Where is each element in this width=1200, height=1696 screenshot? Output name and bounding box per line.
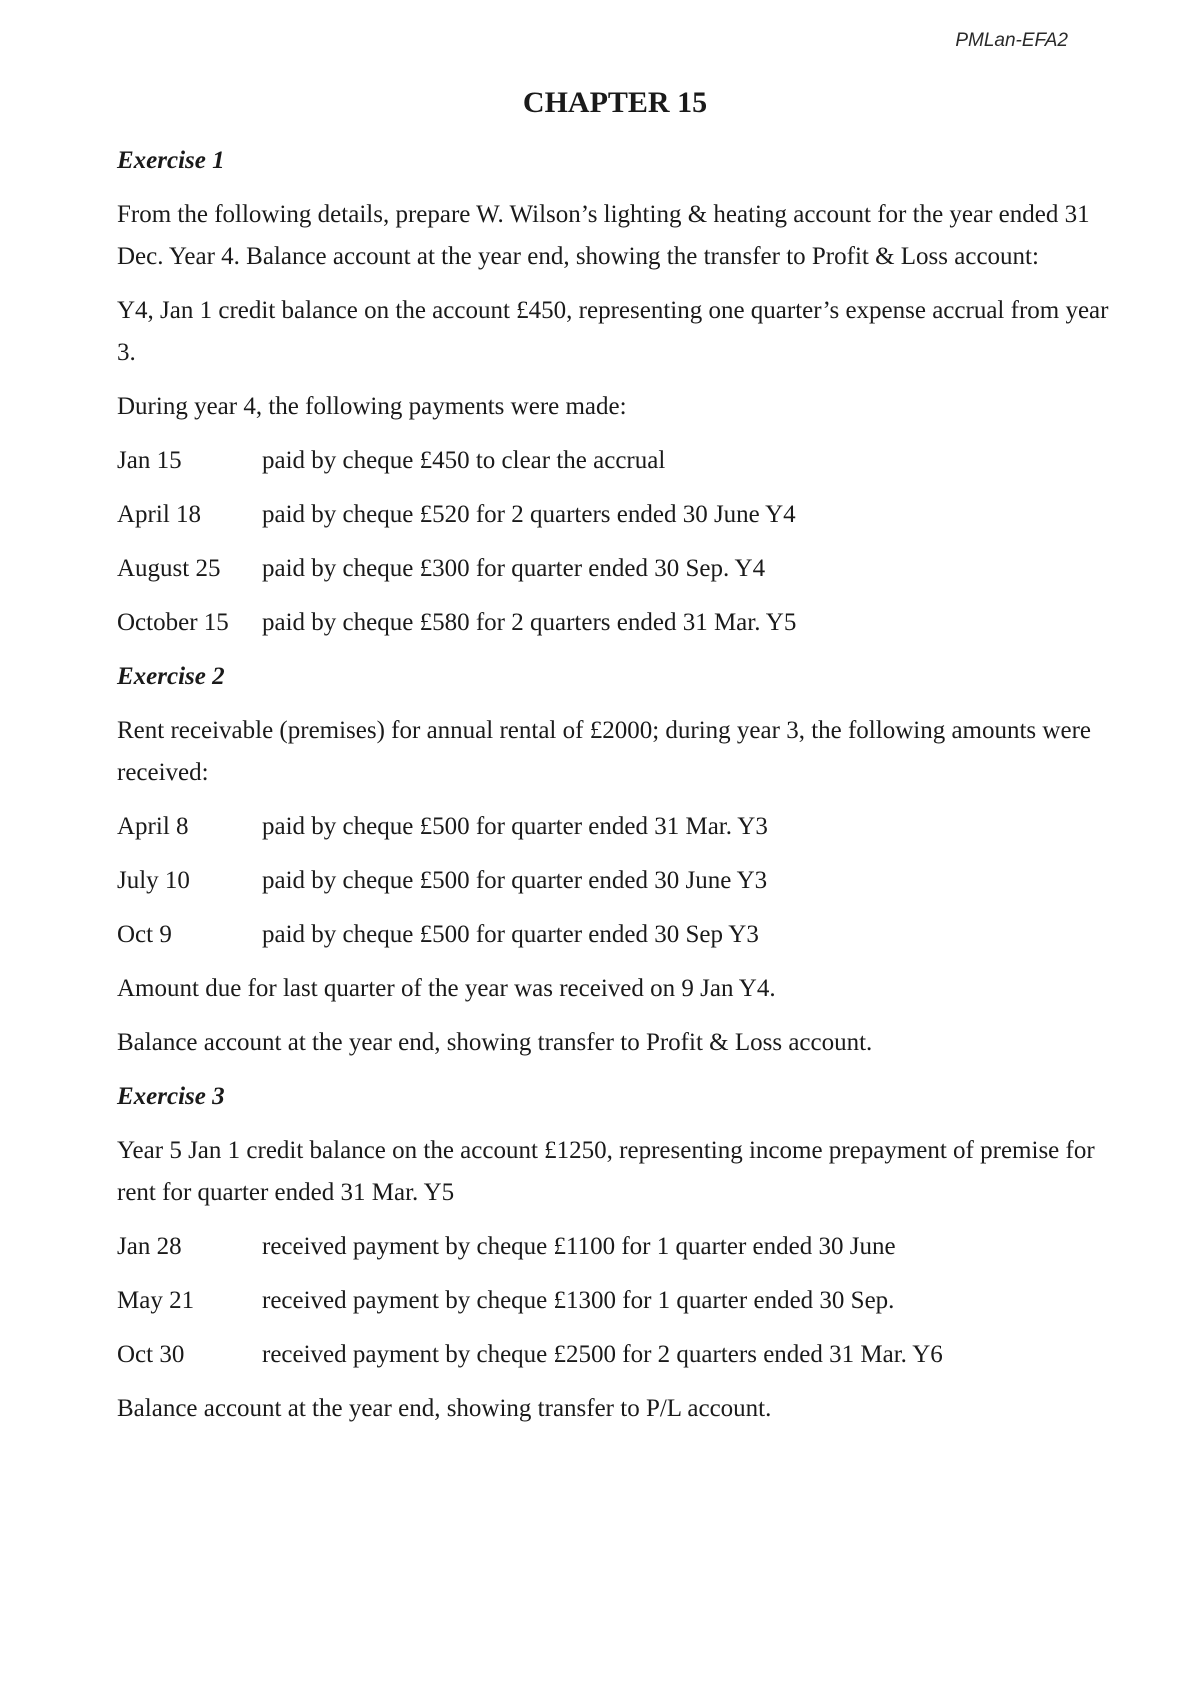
row-date: August 25 bbox=[117, 555, 221, 582]
chapter-title: CHAPTER 15 bbox=[522, 86, 708, 119]
exercise-3-title: Exercise 3 bbox=[117, 1083, 225, 1110]
exercise-3-row bbox=[117, 1280, 1117, 1322]
row-desc: paid by cheque £500 for quarter ended 30 Sep Y3 bbox=[262, 921, 759, 948]
row-date: April 18 bbox=[117, 501, 202, 528]
row-date: Jan 28 bbox=[117, 1233, 182, 1260]
exercise-2-intro: Rent receivable (premises) for annual rental of £2000; during year 3, the following amounts were received: bbox=[117, 717, 1091, 786]
row-date: Oct 30 bbox=[117, 1341, 185, 1368]
exercise-1-title: Exercise 1 bbox=[117, 147, 225, 174]
exercise-3-row bbox=[117, 1334, 1117, 1376]
row-desc: paid by cheque £300 for quarter ended 30 Sep. Y4 bbox=[262, 555, 766, 582]
row-date: Oct 9 bbox=[117, 921, 172, 948]
exercise-2-closing: Balance account at the year end, showing transfer to Profit & Loss account. bbox=[117, 1029, 873, 1056]
exercise-1-row bbox=[117, 548, 1117, 590]
row-desc: paid by cheque £450 to clear the accrual bbox=[262, 447, 666, 474]
row-desc: received payment by cheque £1100 for 1 quarter ended 30 June bbox=[262, 1233, 896, 1260]
row-desc: paid by cheque £500 for quarter ended 31 Mar. Y3 bbox=[262, 813, 768, 840]
exercise-2-row bbox=[117, 806, 1117, 848]
row-date: April 8 bbox=[117, 813, 189, 840]
exercise-1-row bbox=[117, 494, 1117, 536]
exercise-2-row bbox=[117, 914, 1117, 956]
row-date: July 10 bbox=[117, 867, 190, 894]
row-desc: paid by cheque £520 for 2 quarters ended 30 June Y4 bbox=[262, 501, 796, 528]
row-desc: paid by cheque £500 for quarter ended 30 June Y3 bbox=[262, 867, 768, 894]
exercise-1-row bbox=[117, 602, 1117, 644]
exercise-1-payments-intro: During year 4, the following payments were made: bbox=[117, 393, 627, 420]
exercise-3-row bbox=[117, 1226, 1117, 1268]
header-tag: PMLan-EFA2 bbox=[955, 30, 1068, 51]
row-date: May 21 bbox=[117, 1287, 195, 1314]
document-content bbox=[117, 140, 1117, 1442]
exercise-2-row bbox=[117, 860, 1117, 902]
exercise-1-intro: From the following details, prepare W. Wilson’s lighting & heating account for the year ended 31 Dec. Year 4. Balance account at the year end, showing the transfer to Profit & Loss account: bbox=[117, 201, 1090, 270]
exercise-3-intro: Year 5 Jan 1 credit balance on the account £1250, representing income prepayment of premise for rent for quarter ended 31 Mar. Y5 bbox=[117, 1137, 1095, 1206]
row-desc: paid by cheque £580 for 2 quarters ended 31 Mar. Y5 bbox=[262, 609, 797, 636]
exercise-2-note: Amount due for last quarter of the year was received on 9 Jan Y4. bbox=[117, 975, 776, 1002]
row-desc: received payment by cheque £2500 for 2 quarters ended 31 Mar. Y6 bbox=[262, 1341, 943, 1368]
exercise-1-row bbox=[117, 440, 1117, 482]
row-desc: received payment by cheque £1300 for 1 quarter ended 30 Sep. bbox=[262, 1287, 895, 1314]
exercise-3-closing: Balance account at the year end, showing transfer to P/L account. bbox=[117, 1395, 772, 1422]
row-date: October 15 bbox=[117, 609, 229, 636]
row-date: Jan 15 bbox=[117, 447, 182, 474]
exercise-2-title: Exercise 2 bbox=[117, 663, 225, 690]
exercise-1-opening: Y4, Jan 1 credit balance on the account £450, representing one quarter’s expense accrual from year 3. bbox=[117, 297, 1109, 366]
